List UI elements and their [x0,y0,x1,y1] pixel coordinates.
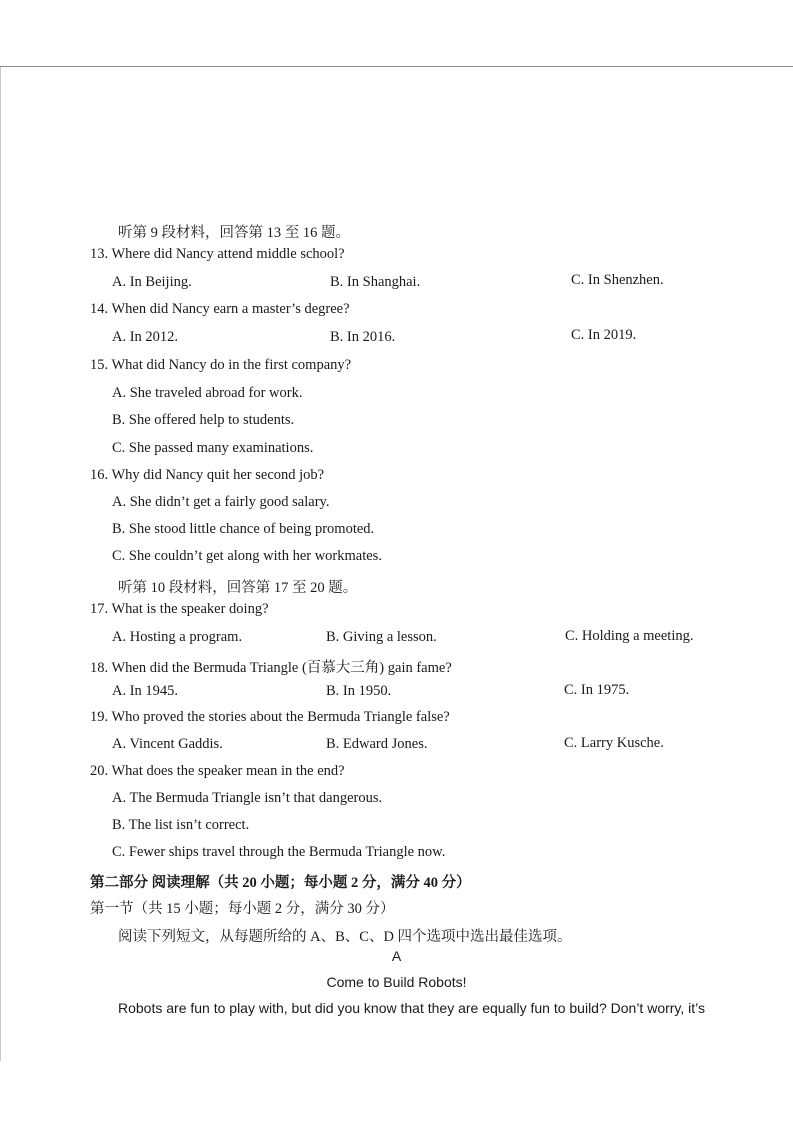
q17-option-c: C. Holding a meeting. [565,628,694,644]
q16-stem: 16. Why did Nancy quit her second job? [90,467,325,483]
q17-option-b: B. Giving a lesson. [326,629,437,645]
q19-option-c: C. Larry Kusche. [564,735,664,751]
q20-option-c: C. Fewer ships travel through the Bermuda Triangle now. [112,844,446,860]
q14-option-c: C. In 2019. [571,327,637,343]
section1-heading: 第一节（共 15 小题；每小题 2 分，满分 30 分） [90,901,395,917]
q15-option-c: C. She passed many examinations. [112,440,314,456]
passage-text: Robots are fun to play with, but did you know that they are equally fun to build? Don’t worry, it’s [118,1000,706,1016]
q15-option-b: B. She offered help to students. [112,412,295,428]
q20-stem: 20. What does the speaker mean in the end? [90,763,345,779]
q16-option-a: A. She didn’t get a fairly good salary. [112,494,330,510]
passage-title: Come to Build Robots! [326,974,467,990]
reading-instruction: 阅读下列短文，从每题所给的 A、B、C、D 四个选项中选出最佳选项。 [118,929,572,945]
q16-option-b: B. She stood little chance of being promoted. [112,521,375,537]
left-border-line [0,67,1,1061]
q17-stem: 17. What is the speaker doing? [90,601,269,617]
q19-option-a: A. Vincent Gaddis. [112,736,223,752]
q19-option-b: B. Edward Jones. [326,736,428,752]
q15-stem: 15. What did Nancy do in the first company? [90,357,352,373]
section9-intro: 听第 9 段材料，回答第 13 至 16 题。 [118,225,350,241]
section10-intro: 听第 10 段材料，回答第 17 至 20 题。 [118,580,358,596]
q20-option-b: B. The list isn’t correct. [112,817,250,833]
q14-stem: 14. When did Nancy earn a master’s degree? [90,301,350,317]
q18-option-a: A. In 1945. [112,683,179,699]
q16-option-c: C. She couldn’t get along with her workmates. [112,548,382,564]
q15-option-a: A. She traveled abroad for work. [112,385,303,401]
passage-letter: A [391,948,402,964]
q17-option-a: A. Hosting a program. [112,629,243,645]
q20-option-a: A. The Bermuda Triangle isn’t that dangerous. [112,790,383,806]
q18-stem: 18. When did the Bermuda Triangle (百慕大三角) gain fame? [90,660,452,676]
q14-option-b: B. In 2016. [330,329,396,345]
q13-stem: 13. Where did Nancy attend middle school? [90,246,345,262]
q18-option-c: C. In 1975. [564,682,630,698]
q19-stem: 19. Who proved the stories about the Bermuda Triangle false? [90,709,450,725]
top-border-line [0,66,793,67]
q18-option-b: B. In 1950. [326,683,392,699]
q14-option-a: A. In 2012. [112,329,179,345]
q13-option-c: C. In Shenzhen. [571,272,664,288]
q13-option-b: B. In Shanghai. [330,274,421,290]
q13-option-a: A. In Beijing. [112,274,192,290]
part2-heading: 第二部分 阅读理解（共 20 小题；每小题 2 分，满分 40 分） [90,875,471,891]
